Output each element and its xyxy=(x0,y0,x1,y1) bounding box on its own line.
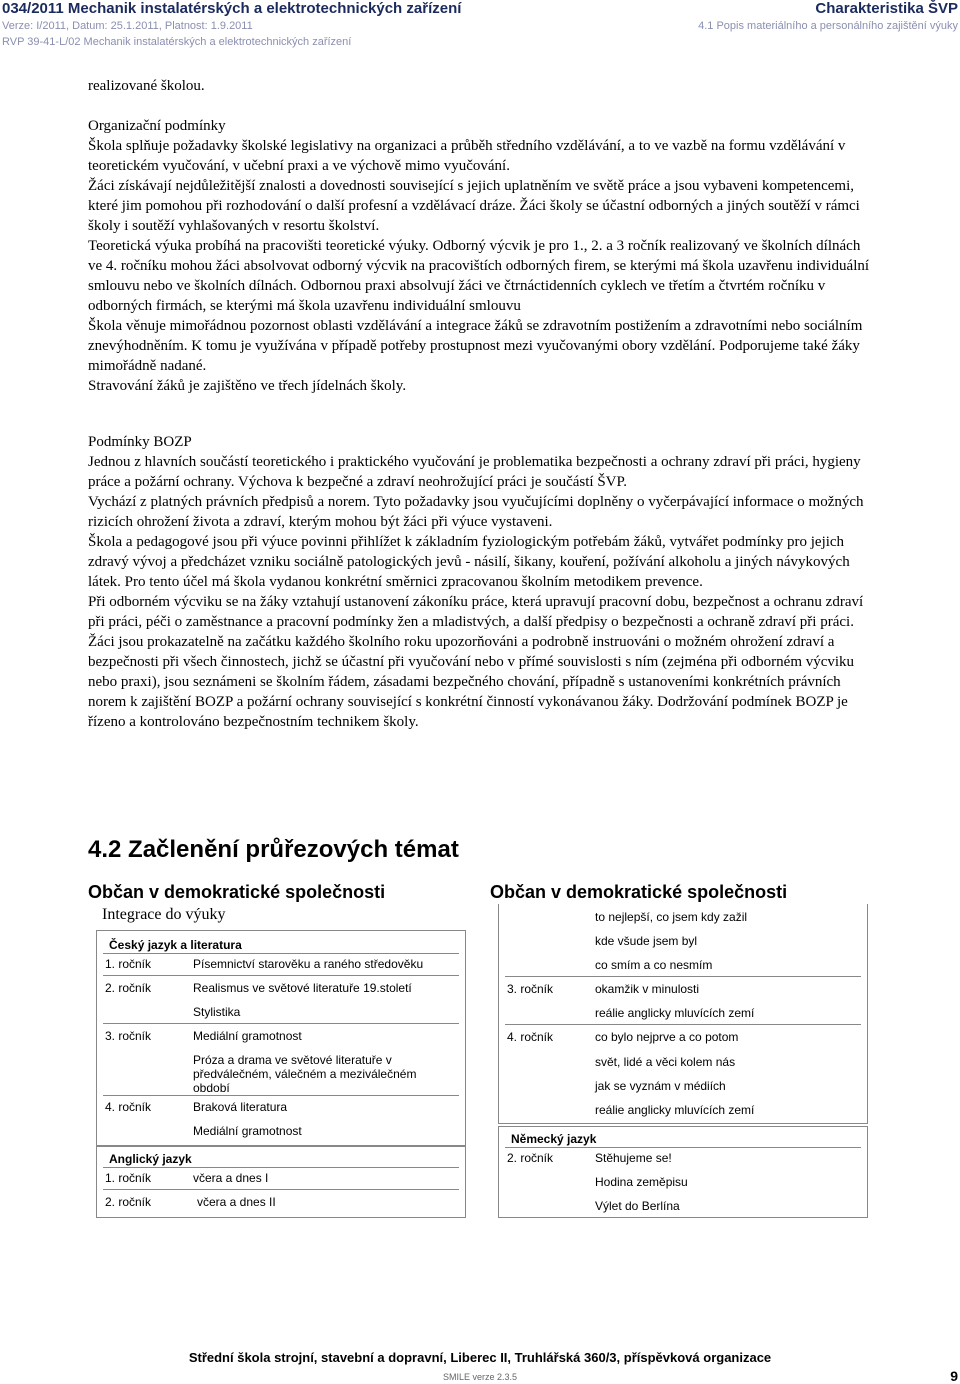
topic-label: včera a dnes II xyxy=(197,1195,276,1209)
footer-version: SMILE verze 2.3.5 xyxy=(442,1372,518,1382)
table-header: Německý jazyk xyxy=(511,1132,597,1146)
section-subtitle: 4.1 Popis materiálního a personálního zajištění výuky xyxy=(698,20,958,32)
paragraph: Žáci jsou prokazatelně na začátku každého školního roku upozorňováni a podrobně instruováni o možném ohrožení zdraví a bezpečnosti při všech činnostech, jichž se účastní při vyučování nebo v přímé souvislosti s ním (zejména při odborném výcviku nebo praxi), jsou seznámeni se školním řádem, zásadami bezpečného chování, případně s ustanoveními konkrétních právních norem k zajištění BOZP a požární ochrany související s konkrétní činností vykonávanou žáky. Dodržování podmínek BOZP je řízeno a kontrolováno bezpečnostním technikem školy. xyxy=(88,634,855,730)
topic-label: Mediální gramotnost xyxy=(193,1124,302,1138)
footer-school: Střední škola strojní, stavební a dopravní, Liberec II, Truhlářská 360/3, příspěvková organizace xyxy=(188,1350,772,1365)
topic-label: to nejlepší, co jsem kdy zažil xyxy=(595,910,748,924)
divider xyxy=(103,953,459,954)
year-label: 2. ročník xyxy=(507,1151,554,1165)
divider xyxy=(505,1024,861,1025)
rvp-info: RVP 39-41-L/02 Mechanik instalatérských a elektrotechnických zařízení xyxy=(2,36,352,48)
paragraph: Jednou z hlavních součástí teoretického i praktického vyučování je problematika bezpečnosti a ochrany zdraví při práci, hygieny práce a požární ochrany. Výchova k bezpečné a zdraví neohrožující práci je součástí ŠVP. xyxy=(88,454,861,490)
organization-title: Organizační podmínky xyxy=(88,118,226,134)
bozp-title: Podmínky BOZP xyxy=(88,434,192,450)
paragraph: realizované školou. xyxy=(88,78,205,94)
paragraph: Škola věnuje mimořádnou pozornost oblasti vzdělávání a integrace žáků se zdravotním postižením a zdravotními nebo sociálním znevýhodněním. K tomu je využívána v případě potřeby prostupnost mezi vyučovanými obory vzdělání. Podporujeme také žáky mimořádně nadané. xyxy=(88,318,863,374)
organization-section xyxy=(88,76,878,396)
topic-label: Realismus ve světové literatuře 19.století xyxy=(193,981,412,995)
topic-label: reálie anglicky mluvících zemí xyxy=(595,1103,755,1117)
version-info: Verze: I/2011, Datum: 25.1.2011, Platnost: 1.9.2011 xyxy=(2,20,253,32)
year-label: 1. ročník xyxy=(105,957,152,971)
english-continued-table xyxy=(498,904,868,1124)
year-label: 2. ročník xyxy=(105,1195,152,1209)
german-table xyxy=(498,1126,868,1218)
topic-label: Výlet do Berlína xyxy=(595,1199,680,1213)
divider xyxy=(103,1095,459,1096)
topic-label: Mediální gramotnost xyxy=(193,1029,302,1043)
topic-label: včera a dnes I xyxy=(193,1171,269,1185)
year-label: 1. ročník xyxy=(105,1171,152,1185)
paragraph: Stravování žáků je zajištěno ve třech jídelnách školy. xyxy=(88,378,407,394)
paragraph: Škola splňuje požadavky školské legislativy na organizaci a průběh středního vzdělávání, a to ve vazbě na formu vzdělávání v teoretickém vyučování, v učební praxi a ve výchově mimo vyučování. xyxy=(88,138,846,174)
topic-label: kde všude jsem byl xyxy=(595,934,698,948)
paragraph: Žáci získávají nejdůležitější znalosti a dovednosti související s jejich uplatněním ve světě práce a jsou vybaveni kompetencemi, které jim pomohou při rozhodování o další profesní a vzdělávací dráze. Žáci školy se účastní odborných a jiných soutěží v rámci školy i soutěží vyhlašovaných v resortu školství. xyxy=(88,178,860,234)
table-header: Český jazyk a literatura xyxy=(109,938,242,952)
topic-label: jak se vyznám v médiích xyxy=(595,1079,726,1093)
section-title: Charakteristika ŠVP xyxy=(815,0,958,17)
topic-label: Braková literatura xyxy=(193,1100,288,1114)
paragraph: Vychází z platných právních předpisů a norem. Tyto požadavky jsou vyučujícími doplněny o vyčerpávající informace o možných rizicích ohrožení života a zdraví, kterým mohou být žáci při výuce vystaveni. xyxy=(88,494,864,530)
topic-label: Stylistika xyxy=(193,1005,241,1019)
integration-label: Integrace do výuky xyxy=(102,906,226,923)
topic-label: svět, lidé a věci kolem nás xyxy=(595,1055,736,1069)
topic-label: Písemnictví starověku a raného středověku xyxy=(193,957,424,971)
year-label: 3. ročník xyxy=(105,1029,152,1043)
topic-label: Hodina zeměpisu xyxy=(595,1175,688,1189)
divider xyxy=(103,1167,459,1168)
topic-label: Próza a drama ve světové literatuře v předválečném, válečném a meziválečném období xyxy=(193,1053,417,1095)
section-heading: 4.2 Začlenění průřezových témat xyxy=(88,836,459,863)
page-number: 9 xyxy=(950,1368,958,1384)
paragraph: Škola a pedagogové jsou při výuce povinni přihlížet k základním fyziologickým potřebám žáků, vytvářet podmínky pro jejich zdravý vývoj a předcházet vzniku sociálně patologických jevů - násilí, šikany, kouření, požívání alkoholu a jiných návykových látek. Pro tento účel má škola vydanou konkrétní směrnici zpracovanou školním metodikem prevence. xyxy=(88,534,850,590)
table-header: Anglický jazyk xyxy=(109,1152,192,1166)
topic-label: reálie anglicky mluvících zemí xyxy=(595,1006,755,1020)
divider xyxy=(505,976,861,977)
bozp-section xyxy=(88,432,878,732)
left-topic-title: Občan v demokratické společnosti xyxy=(88,882,386,902)
paragraph: Teoretická výuka probíhá na pracovišti teoretické výuky. Odborný výcvik je pro 1., 2. a 3 ročník realizovaný ve školních dílnách ve 4. ročníku mohou žáci absolvovat odborný výcvik na pracovištích odborných firem, se kterými má škola uzavřenu individuální smlouvu nebo ve školních dílnách. Odbornou praxi absolvují žáci ve čtrnáctidenních cyklech ve třetím a čtvrtém ročníku v odborných firmách, se kterými má škola uzavřenu individuální smlouvu xyxy=(88,238,870,314)
czech-literature-table xyxy=(96,930,466,1146)
topic-label: okamžik v minulosti xyxy=(595,982,700,996)
year-label: 4. ročník xyxy=(507,1030,554,1044)
document-title: 034/2011 Mechanik instalatérských a elektrotechnických zařízení xyxy=(2,0,462,17)
divider xyxy=(103,1189,459,1190)
topic-label: Stěhujeme se! xyxy=(595,1151,672,1165)
english-table xyxy=(96,1146,466,1218)
divider xyxy=(103,975,459,976)
topic-label: co smím a co nesmím xyxy=(595,958,713,972)
year-label: 4. ročník xyxy=(105,1100,152,1114)
year-label: 3. ročník xyxy=(507,982,554,996)
topic-label: co bylo nejprve a co potom xyxy=(595,1030,739,1044)
divider xyxy=(103,1023,459,1024)
right-topic-title: Občan v demokratické společnosti xyxy=(490,882,788,902)
divider xyxy=(505,1147,861,1148)
year-label: 2. ročník xyxy=(105,981,152,995)
paragraph: Při odborném výcviku se na žáky vztahují ustanovení zákoníku práce, která upravují pracovní dobu, bezpečnost a ochranu zdraví při práci, péči o zaměstnance a pracovní podmínky žen a mladistvých, a další předpisy o bezpečnosti a ochraně zdraví při práci. xyxy=(88,594,864,630)
